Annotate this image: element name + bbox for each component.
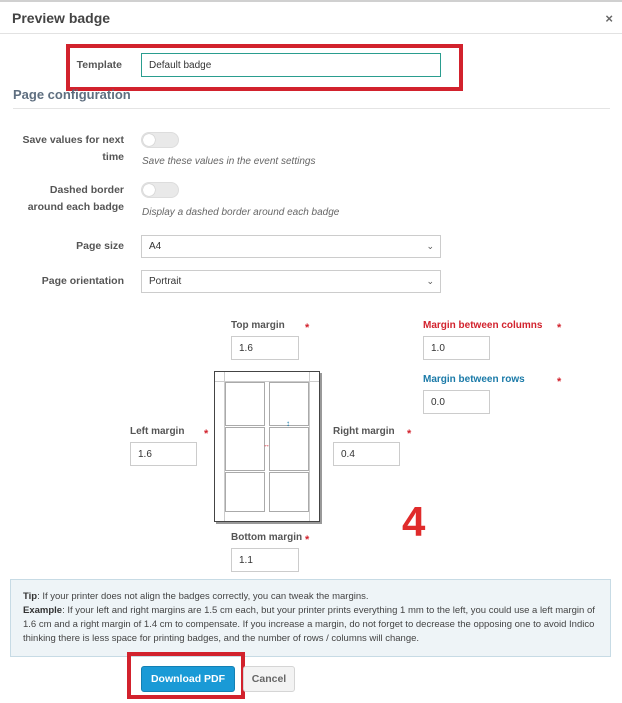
margin-between-rows-input[interactable] (423, 390, 490, 414)
left-margin-input[interactable] (130, 442, 197, 466)
right-margin-label: Right margin (333, 426, 395, 437)
template-input[interactable] (141, 53, 441, 77)
save-values-label-line1: Save values for next (22, 134, 124, 146)
page-size-select[interactable] (141, 235, 441, 258)
tip-text: : If your printer does not align the badges correctly, you can tweak the margins. (37, 591, 369, 602)
badge-cell (225, 382, 265, 426)
example-text: : If your left and right margins are 1.5 cm each, but your printer prints everything 1 mm to the left, you could use a left margin of 1.6 cm and a right margin of 1.4 cm to compensate. If you increase a margin, do not forget to decrease the opposing one to avoid Indico thinking there is less space for printing badges, and the number of rows / columns will change. (23, 605, 595, 644)
toggle-knob (143, 134, 155, 146)
tip-label: Tip (23, 591, 38, 602)
cancel-button[interactable]: Cancel (243, 666, 295, 692)
save-values-label-line2: time (102, 151, 124, 163)
page-orientation-value: Portrait (149, 276, 182, 287)
section-divider (13, 108, 610, 109)
rows-margin-required: * (557, 376, 562, 388)
example-paragraph (23, 604, 598, 646)
row-gap-marker-icon: ↕ (286, 419, 290, 428)
badge-cell (225, 427, 265, 471)
dialog-title: Preview badge (12, 10, 111, 26)
margin-between-rows-label: Margin between rows (423, 374, 525, 385)
chevron-down-icon: ⌄ (426, 241, 434, 251)
bottom-margin-required: * (305, 534, 310, 546)
left-margin-required: * (204, 428, 209, 440)
tip-paragraph (23, 590, 598, 604)
dashed-border-toggle[interactable] (141, 182, 179, 198)
dashed-border-label (14, 182, 124, 216)
page-orientation-select[interactable] (141, 270, 441, 293)
left-margin-label: Left margin (130, 426, 185, 437)
bottom-margin-label: Bottom margin (231, 532, 303, 543)
save-values-toggle[interactable] (141, 132, 179, 148)
save-values-label (14, 132, 124, 166)
badge-cell (225, 472, 265, 512)
top-margin-label: Top margin (231, 320, 285, 331)
save-values-hint: Save these values in the event settings (142, 156, 316, 167)
page-layout-diagram (214, 371, 320, 522)
bottom-margin-input[interactable] (231, 548, 299, 572)
dialog-titlebar (0, 4, 622, 34)
badge-cell (269, 427, 309, 471)
badge-cell (269, 472, 309, 512)
page-size-value: A4 (149, 241, 162, 252)
margin-between-columns-label: Margin between columns (423, 320, 543, 331)
right-margin-guide (309, 372, 310, 521)
annotation-step-number: 4 (402, 498, 426, 545)
dashed-border-hint: Display a dashed border around each badge (142, 207, 340, 218)
margin-between-columns-input[interactable] (423, 336, 490, 360)
page-orientation-label: Page orientation (41, 275, 124, 287)
columns-margin-required: * (557, 322, 562, 334)
example-label: Example (23, 605, 63, 616)
right-margin-required: * (407, 428, 412, 440)
dashed-border-label-line1: Dashed border (49, 184, 124, 196)
page-size-label: Page size (76, 240, 124, 252)
top-margin-required: * (305, 322, 310, 334)
tip-box (10, 579, 611, 657)
dashed-border-label-line2: around each badge (27, 201, 124, 213)
right-margin-input[interactable] (333, 442, 400, 466)
column-gap-marker-icon: ↔ (263, 442, 269, 449)
template-label: Template (76, 59, 122, 71)
top-margin-input[interactable] (231, 336, 299, 360)
toggle-knob (143, 184, 155, 196)
download-pdf-button[interactable]: Download PDF (141, 666, 235, 692)
chevron-down-icon: ⌄ (426, 276, 434, 286)
close-icon[interactable]: × (605, 11, 613, 26)
page-configuration-heading: Page configuration (13, 87, 131, 102)
